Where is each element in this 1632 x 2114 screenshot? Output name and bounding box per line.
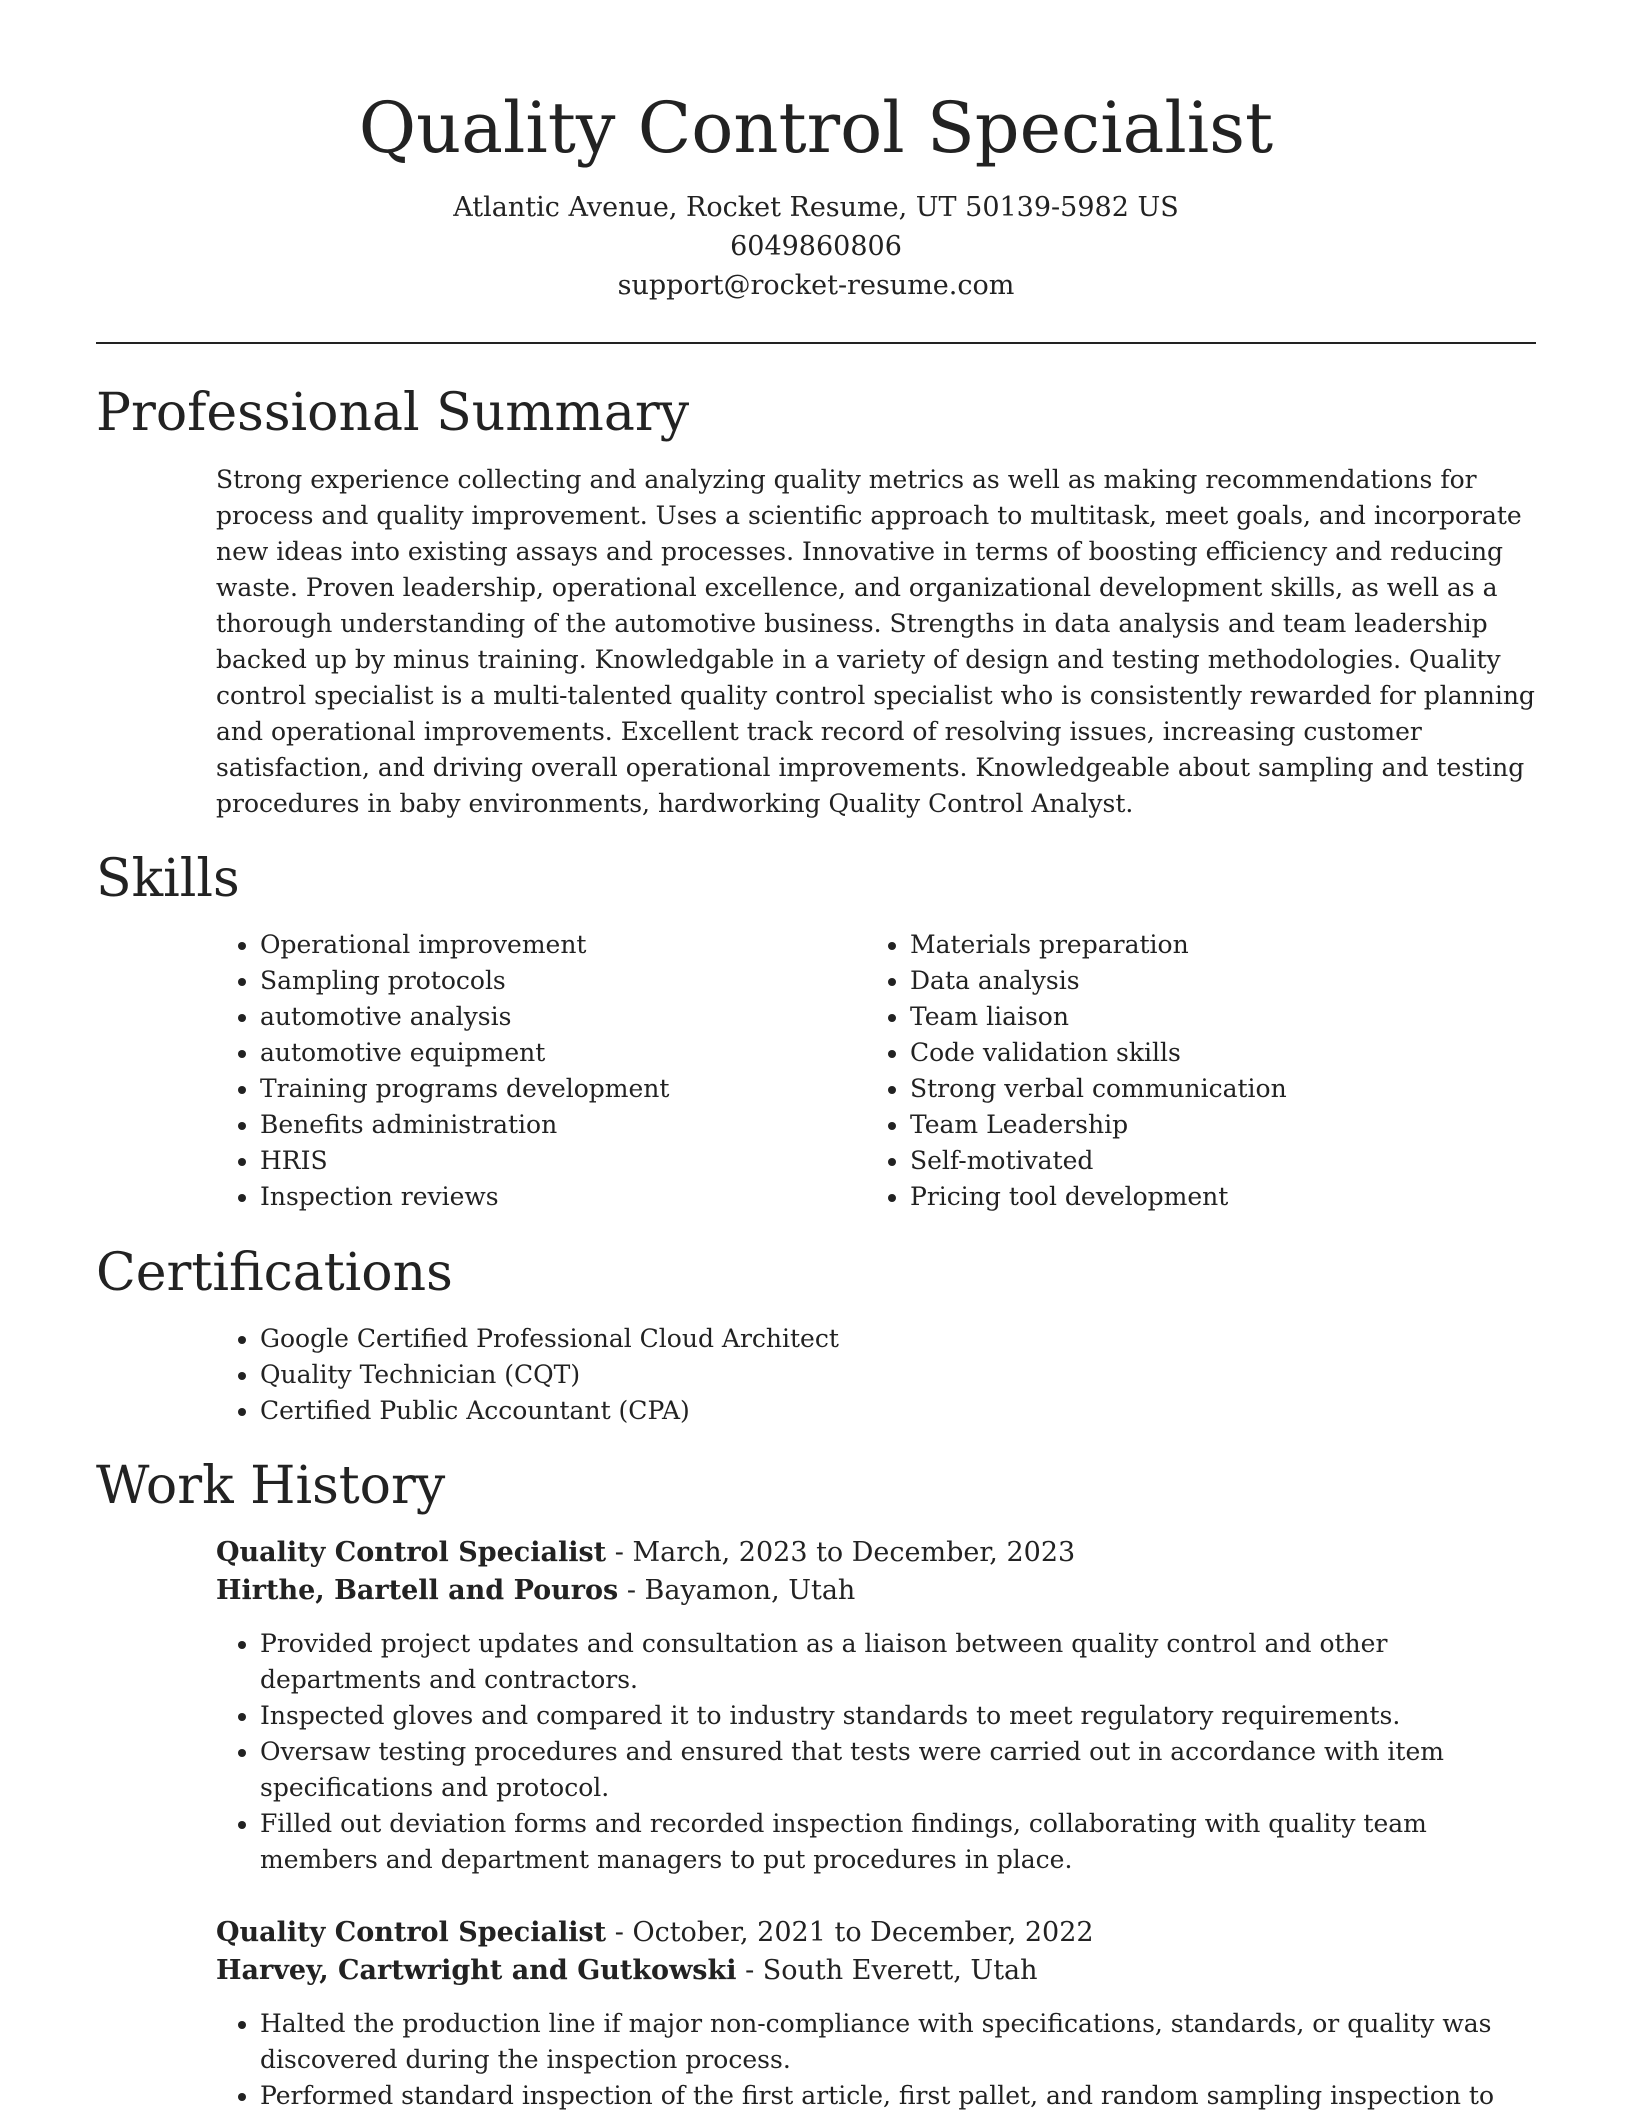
skills-list-left [216,927,816,1215]
job-separator: - [618,1575,645,1606]
job-role: Quality Control Specialist [216,1917,607,1948]
page-title: Quality Control Specialist [358,87,1274,169]
skill-item: • Training programs development [260,1071,816,1107]
skill-item: • automotive equipment [260,1035,816,1071]
certification-item: • Quality Technician (CQT) [260,1357,1536,1393]
certifications-list [216,1321,1536,1429]
skill-item: • Self-motivated [910,1143,1536,1179]
job-title-line [216,1914,1536,1952]
certifications-block [216,1321,1536,1429]
job-bullet: • Performed standard inspection of the first article, first pallet, and random sampling inspection to [260,2078,1536,2114]
resume-header [96,86,1536,305]
skill-item: • Pricing tool development [910,1179,1536,1215]
skill-item: • Data analysis [910,963,1536,999]
job-role: Quality Control Specialist [216,1537,607,1568]
section-title-work-history: Work History [96,1456,446,1516]
job-dates: October, 2021 to December, 2022 [632,1917,1094,1948]
header-divider [96,342,1536,344]
job-company: Hirthe, Bartell and Pouros [216,1575,619,1606]
job-separator: - [606,1537,633,1568]
skill-item: • Operational improvement [260,927,816,963]
contact-phone: 6049860806 [730,231,902,262]
job-bullet: • Filled out deviation forms and recorded inspection findings, collaborating with quality team members and department managers to put procedures in place. [260,1806,1536,1878]
contact-address: Atlantic Avenue, Rocket Resume, UT 50139-5982 US [453,192,1179,223]
contact-email: support@rocket-resume.com [617,270,1015,301]
job-bullets [216,1626,1536,1878]
skill-item: • HRIS [260,1143,816,1179]
job-bullets [216,2006,1536,2114]
job-separator: - [736,1955,763,1986]
skill-item: • Team liaison [910,999,1536,1035]
skill-item: • Sampling protocols [260,963,816,999]
job-location: South Everett, Utah [762,1955,1038,1986]
job-entry [216,1534,1536,1878]
skills-list-right [866,927,1536,1215]
job-dates: March, 2023 to December, 2023 [632,1537,1076,1568]
job-bullet: • Oversaw testing procedures and ensured that tests were carried out in accordance with item specifications and protocol. [260,1734,1536,1806]
job-company: Harvey, Cartwright and Gutkowski [216,1955,737,1986]
job-bullet: • Halted the production line if major non-compliance with specifications, standards, or quality was discovered during the inspection process. [260,2006,1536,2078]
skill-item: • Team Leadership [910,1107,1536,1143]
skill-item: • Materials preparation [910,927,1536,963]
job-title-line [216,1534,1536,1572]
job-separator: - [606,1917,633,1948]
skill-item: • Strong verbal communication [910,1071,1536,1107]
skills-column-left [216,927,816,1215]
certification-item: • Google Certified Professional Cloud Architect [260,1321,1536,1357]
section-title-certifications: Certifications [96,1243,453,1303]
skill-item: • Benefits administration [260,1107,816,1143]
skills-column-right [866,927,1536,1215]
job-bullet: • Inspected gloves and compared it to industry standards to meet regulatory requirements. [260,1698,1536,1734]
job-location: Bayamon, Utah [644,1575,856,1606]
job-bullet: • Provided project updates and consultation as a liaison between quality control and other departments and contractors. [260,1626,1536,1698]
skill-item: • Code validation skills [910,1035,1536,1071]
skill-item: • Inspection reviews [260,1179,816,1215]
section-title-summary: Professional Summary [96,383,690,443]
section-title-skills: Skills [96,849,240,909]
job-company-line [216,1952,1536,1990]
certification-item: • Certified Public Accountant (CPA) [260,1393,1536,1429]
job-entry [216,1914,1536,2114]
job-company-line [216,1572,1536,1610]
skill-item: • automotive analysis [260,999,816,1035]
summary-text: Strong experience collecting and analyzing quality metrics as well as making recommendations for process and quality improvement. Uses a scientific approach to multitask, meet goals, and incorporate new ideas into existing assays and processes. Innovative in terms of boosting efficiency and reducing waste. Proven leadership, operational excellence, and organizational development skills, as well as a thorough understanding of the automotive business. Strengths in data analysis and team leadership backed up by minus training. Knowledgable in a variety of design and testing methodologies. Quality control specialist is a multi-talented quality control specialist who is consistently rewarded for planning and operational improvements. Excellent track record of resolving issues, increasing customer satisfaction, and driving overall operational improvements. Knowledgeable about sampling and testing procedures in baby environments, hardworking Quality Control Analyst. [216,465,1535,818]
